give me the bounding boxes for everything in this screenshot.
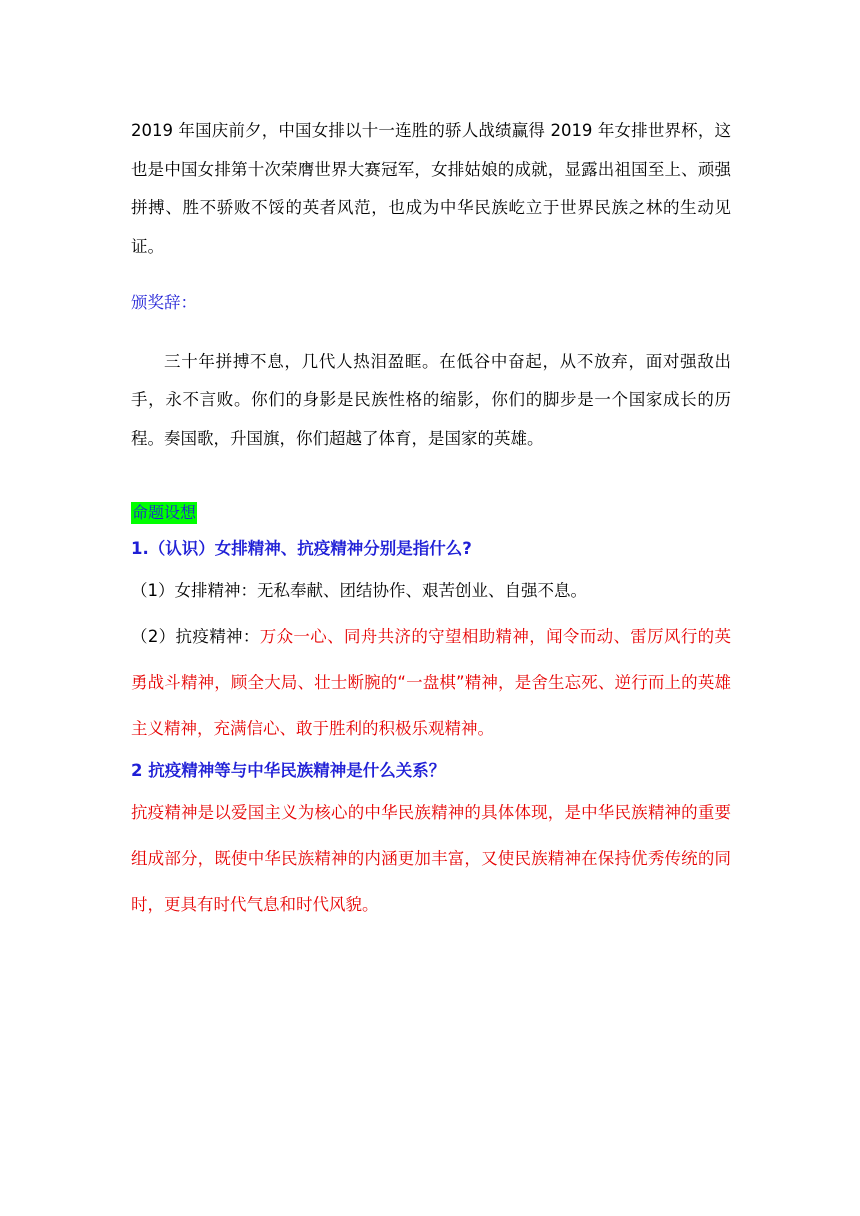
answer-1-prefix: （1）女排精神： (131, 581, 257, 600)
award-label: 颁奖辞： (131, 293, 197, 312)
answer-2-prefix: （2）抗疫精神： (131, 627, 260, 646)
question-1: 1.（认识）女排精神、抗疫精神分别是指什么? (131, 539, 472, 558)
answer-2-text: 万众一心、同舟共济的守望相助精神，闻令而动、雷厉风行的英勇战斗精神，顾全大局、壮士断腕的“一盘棋”精神，是舍生忘死、逆行而上的英雄主义精神，充满信心、敢于胜利的积极乐观精神。 (131, 627, 732, 738)
section-tag-highlight: 命题设想 (132, 503, 197, 522)
answer-3-paragraph: 抗疫精神是以爱国主义为核心的中华民族精神的具体体现，是中华民族精神的重要组成部分，既使中华民族精神的内涵更加丰富，又使民族精神在保持优秀传统的同时，更具有时代气息和时代风貌。 (131, 803, 731, 914)
document-content (131, 112, 731, 928)
question-2: 2 抗疫精神等与中华民族精神是什么关系？ (131, 761, 446, 780)
answer-1-text: 无私奉献、团结协作、艰苦创业、自强不息。 (257, 581, 587, 600)
intro-paragraph: 2019 年国庆前夕，中国女排以十一连胜的骄人战绩赢得 2019 年女排世界杯，这也是中国女排第十次荣膺世界大赛冠军，女排姑娘的成就，显露出祖国至上、顽强拼搏、胜不骄败不馁的英者风范，也成为中华民族屹立于世界民族之林的生动见证。 (131, 121, 731, 256)
award-paragraph: 三十年拼搏不息，几代人热泪盈眶。在低谷中奋起，从不放弃，面对强敌出手，永不言败。你们的身影是民族性格的缩影，你们的脚步是一个国家成长的历程。奏国歌，升国旗，你们超越了体育，是国家的英雄。 (131, 351, 731, 448)
answer-1-line (131, 568, 731, 614)
spacer (131, 458, 731, 502)
answer-2-line (131, 614, 731, 752)
